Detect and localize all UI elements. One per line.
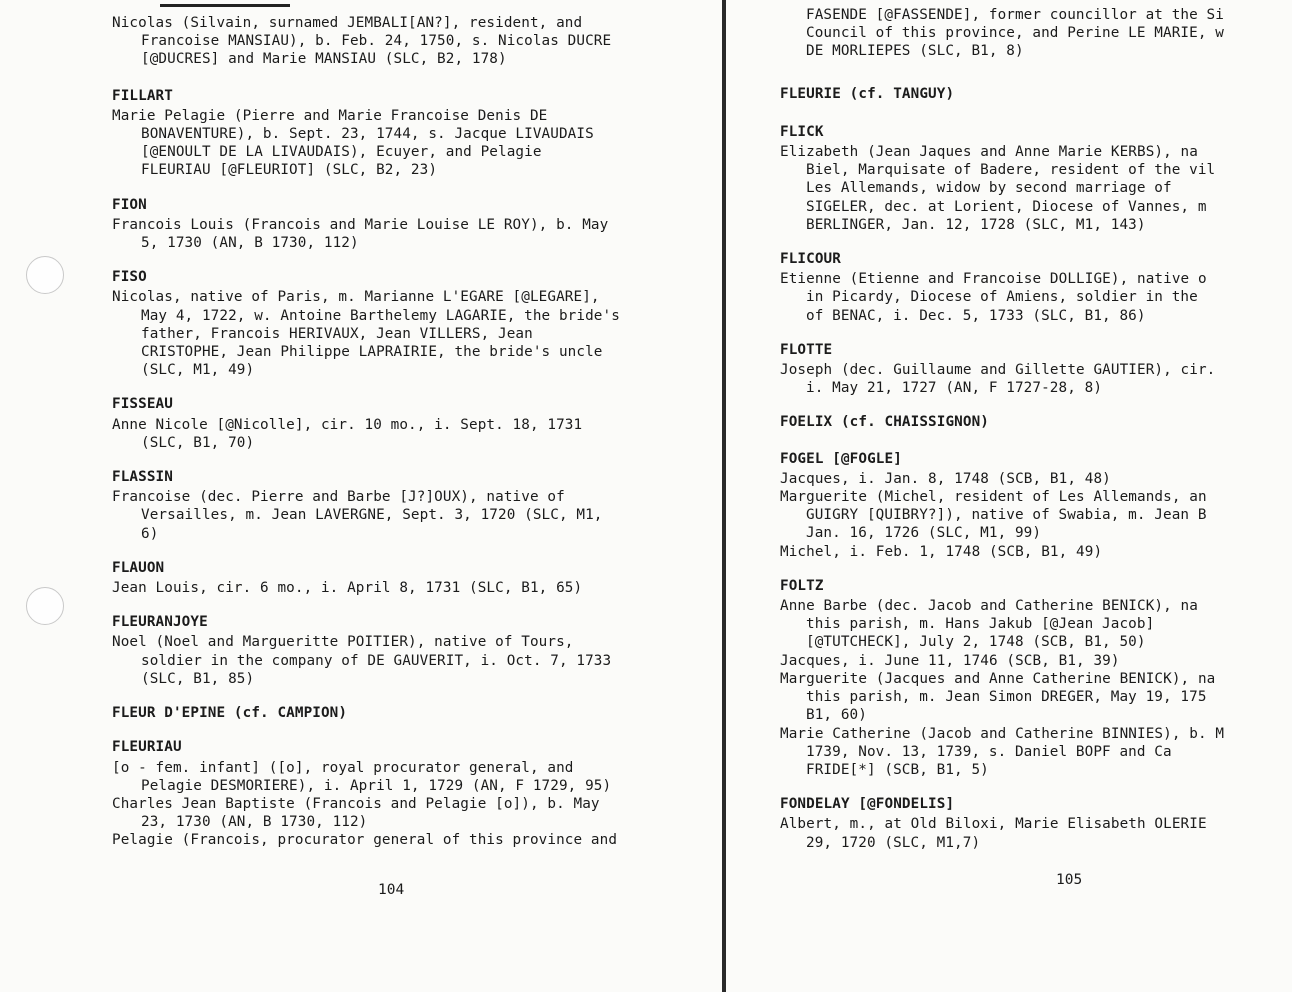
text-line: Michel, i. Feb. 1, 1748 (SCB, B1, 49): [780, 543, 1103, 560]
entry-continuation: [112, 14, 672, 69]
text-line: May 4, 1722, w. Antoine Barthelemy LAGARIE, the bride's: [141, 307, 620, 324]
entry-fleuranjoye: [112, 613, 672, 688]
entry-foelix: [780, 413, 1292, 431]
entry-heading: FONDELAY [@FONDELIS]: [780, 796, 955, 813]
entry-heading: FLEUR D'EPINE (cf. CAMPION): [112, 705, 348, 722]
text-line: Francoise MANSIAU), b. Feb. 24, 1750, s. Nicolas DUCRE: [141, 33, 612, 50]
right-text-column: [780, 6, 1292, 868]
entry-flauon: [112, 559, 672, 597]
entry-heading: FOGEL [@FOGLE]: [780, 450, 902, 467]
text-line: BONAVENTURE), b. Sept. 23, 1744, s. Jacque LIVAUDAIS: [141, 126, 594, 143]
text-line: FRIDE[*] (SCB, B1, 5): [806, 761, 989, 778]
text-line: Jacques, i. June 11, 1746 (SCB, B1, 39): [780, 652, 1120, 669]
entry-heading: FILLART: [112, 87, 173, 104]
entry-heading: FLICOUR: [780, 251, 841, 268]
text-line: Marguerite (Michel, resident of Les Allemands, an: [780, 489, 1207, 506]
text-line: Nicolas (Silvain, surnamed JEMBALI[AN?], resident, and: [112, 15, 583, 31]
text-line: soldier in the company of DE GAUVERIT, i. Oct. 7, 1733: [141, 652, 612, 669]
text-line: [@TUTCHECK], July 2, 1748 (SCB, B1, 50): [806, 634, 1146, 651]
text-line: (SLC, M1, 49): [141, 362, 255, 379]
entry-flick: [780, 123, 1292, 234]
binder-hole: [26, 256, 64, 294]
text-line: SIGELER, dec. at Lorient, Diocese of Vannes, m: [806, 198, 1207, 215]
text-line: CRISTOPHE, Jean Philippe LAPRAIRIE, the bride's uncle: [141, 344, 603, 361]
text-line: i. May 21, 1727 (AN, F 1727-28, 8): [806, 380, 1103, 397]
entry-heading: FLEURANJOYE: [112, 614, 208, 631]
text-line: Francois Louis (Francois and Marie Louise LE ROY), b. May: [112, 216, 609, 233]
text-line: [@ENOULT DE LA LIVAUDAIS), Ecuyer, and Pelagie: [141, 144, 542, 161]
text-line: Jacques, i. Jan. 8, 1748 (SCB, B1, 48): [780, 470, 1111, 487]
text-line: Jean Louis, cir. 6 mo., i. April 8, 1731 (SLC, B1, 65): [112, 580, 583, 597]
text-line: Pelagie (Francois, procurator general of this province and: [112, 832, 618, 849]
text-line: Elizabeth (Jean Jaques and Anne Marie KERBS), na: [780, 144, 1198, 161]
text-line: 6): [141, 525, 159, 542]
entry-heading: FOELIX (cf. CHAISSIGNON): [780, 414, 989, 431]
text-line: DE MORLIEPES (SLC, B1, 8): [806, 43, 1024, 60]
text-line: Etienne (Etienne and Francoise DOLLIGE), native o: [780, 271, 1207, 288]
entry-heading: FLICK: [780, 123, 824, 140]
entry-flotte: [780, 341, 1292, 398]
entry-fiso: [112, 268, 672, 379]
text-line: this parish, m. Jean Simon DREGER, May 19, 175: [806, 689, 1207, 706]
entry-continuation: [780, 6, 1292, 61]
entry-fleurie: [780, 85, 1292, 103]
page-number: 105: [1056, 872, 1083, 888]
entry-heading: FLAUON: [112, 559, 165, 576]
text-line: Les Allemands, widow by second marriage of: [806, 180, 1172, 197]
text-line: Council of this province, and Perine LE MARIE, w: [806, 25, 1224, 42]
entry-heading: FLEURIAU: [112, 739, 182, 756]
entry-heading: FLEURIE (cf. TANGUY): [780, 85, 955, 102]
text-line: B1, 60): [806, 707, 867, 724]
text-line: Marguerite (Jacques and Anne Catherine BENICK), na: [780, 670, 1216, 687]
text-line: Jan. 16, 1726 (SLC, M1, 99): [806, 525, 1042, 542]
text-line: [@DUCRES] and Marie MANSIAU (SLC, B2, 178): [141, 51, 507, 68]
text-line: this parish, m. Hans Jakub [@Jean Jacob]: [806, 616, 1155, 633]
text-line: Pelagie DESMORIERE), i. April 1, 1729 (AN, F 1729, 95): [141, 777, 612, 794]
text-line: Charles Jean Baptiste (Francois and Pelagie [o]), b. May: [112, 795, 600, 812]
text-line: BERLINGER, Jan. 12, 1728 (SLC, M1, 143): [806, 216, 1146, 233]
text-line: 29, 1720 (SLC, M1,7): [806, 834, 981, 851]
entry-heading: FISSEAU: [112, 396, 173, 413]
text-line: Noel (Noel and Margueritte POITIER), native of Tours,: [112, 634, 574, 651]
entry-fion: [112, 196, 672, 253]
entry-heading: FION: [112, 196, 147, 213]
text-line: [o - fem. infant] ([o], royal procurator general, and: [112, 759, 574, 776]
text-line: Nicolas, native of Paris, m. Marianne L'EGARE [@LEGARE],: [112, 289, 600, 306]
text-line: FASENDE [@FASSENDE], former councillor at the Si: [806, 7, 1224, 23]
entry-heading: FLASSIN: [112, 469, 173, 486]
entry-flicour: [780, 250, 1292, 325]
text-line: (SLC, B1, 85): [141, 670, 255, 687]
entry-heading: FLOTTE: [780, 341, 833, 358]
text-line: 5, 1730 (AN, B 1730, 112): [141, 235, 359, 252]
text-line: in Picardy, Diocese of Amiens, soldier in the: [806, 289, 1198, 306]
text-line: father, Francois HERIVAUX, Jean VILLERS, Jean: [141, 325, 533, 342]
text-line: 23, 1730 (AN, B 1730, 112): [141, 814, 368, 831]
text-line: Versailles, m. Jean LAVERGNE, Sept. 3, 1720 (SLC, M1,: [141, 507, 603, 524]
page-number: 104: [378, 882, 405, 898]
text-line: Marie Catherine (Jacob and Catherine BINNIES), b. M: [780, 725, 1225, 742]
text-line: Anne Nicole [@Nicolle], cir. 10 mo., i. Sept. 18, 1731: [112, 416, 583, 433]
text-line: Francoise (dec. Pierre and Barbe [J?]OUX), native of: [112, 489, 565, 506]
text-line: Albert, m., at Old Biloxi, Marie Elisabeth OLERIE: [780, 816, 1207, 833]
cropped-header-rule: [160, 0, 290, 7]
entry-fleur-depine: [112, 704, 672, 722]
entry-flassin: [112, 468, 672, 543]
entry-fisseau: [112, 395, 672, 452]
binder-hole: [26, 587, 64, 625]
text-line: of BENAC, i. Dec. 5, 1733 (SLC, B1, 86): [806, 307, 1146, 324]
left-text-column: [112, 14, 672, 866]
text-line: GUIGRY [QUIBRY?]), native of Swabia, m. Jean B: [806, 507, 1207, 524]
entry-fleuriau: [112, 738, 672, 849]
entry-heading: FISO: [112, 269, 147, 286]
entry-foltz: [780, 577, 1292, 779]
entry-fondelay: [780, 795, 1292, 852]
text-line: Marie Pelagie (Pierre and Marie Francoise Denis DE: [112, 107, 548, 124]
text-line: Biel, Marquisate of Badere, resident of the vil: [806, 162, 1216, 179]
right-page: [726, 0, 1292, 992]
text-line: Joseph (dec. Guillaume and Gillette GAUTIER), cir.: [780, 362, 1216, 379]
entry-fogel: [780, 450, 1292, 561]
text-line: FLEURIAU [@FLEURIOT] (SLC, B2, 23): [141, 162, 438, 179]
text-line: (SLC, B1, 70): [141, 434, 255, 451]
text-line: 1739, Nov. 13, 1739, s. Daniel BOPF and Ca: [806, 743, 1172, 760]
entry-fillart: [112, 87, 672, 180]
entry-heading: FOLTZ: [780, 577, 824, 594]
text-line: Anne Barbe (dec. Jacob and Catherine BENICK), na: [780, 598, 1198, 615]
